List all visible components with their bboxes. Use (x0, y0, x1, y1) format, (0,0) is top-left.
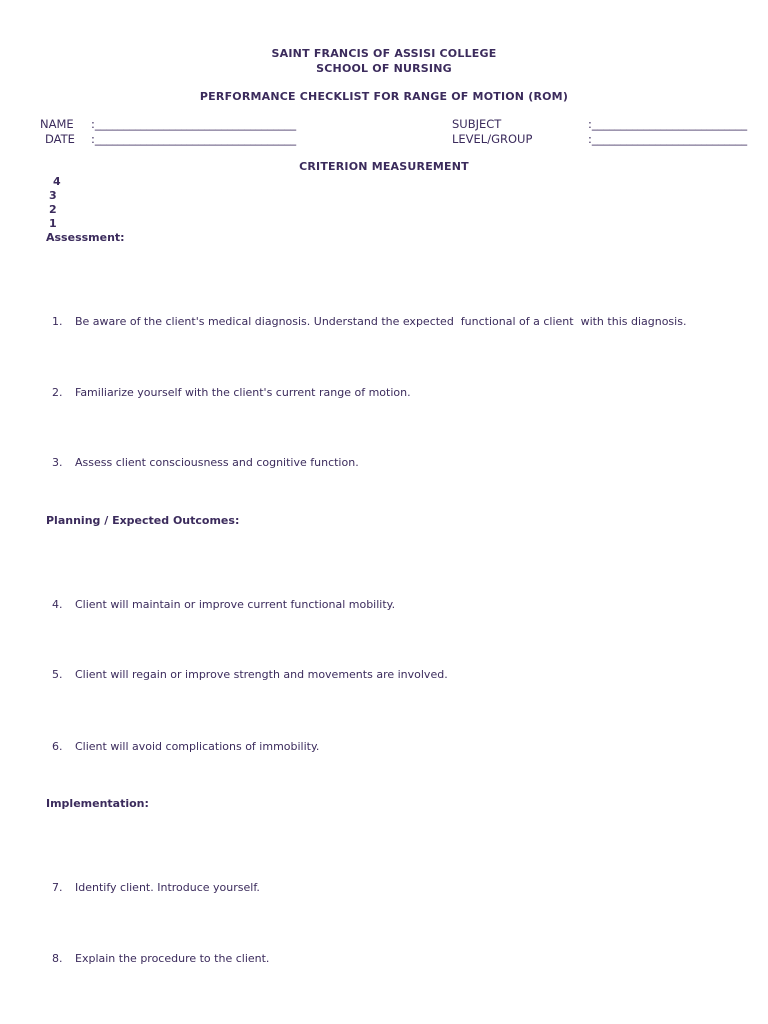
scale-1: 1 (49, 217, 57, 230)
list-item (45, 868, 260, 894)
list-item (45, 655, 448, 681)
item-text: Be aware of the client's medical diagnosis. Understand the expected functional of a client with this diagnosis. (75, 315, 687, 328)
item-text: Explain the procedure to the client. (75, 952, 270, 965)
item-text: Identify client. Introduce yourself. (75, 881, 260, 894)
checklist-title: PERFORMANCE CHECKLIST FOR RANGE OF MOTION (ROM) (199, 90, 569, 103)
criterion-heading: CRITERION MEASUREMENT (299, 160, 469, 173)
item-number: 5. (52, 668, 63, 681)
item-text: Familiarize yourself with the client's current range of motion. (75, 386, 411, 399)
level-group-field-line: :___________________________ (588, 132, 748, 146)
item-number: 6. (52, 740, 63, 753)
list-item (45, 443, 359, 469)
scale-2: 2 (49, 203, 57, 216)
level-group-label: LEVEL/GROUP (452, 132, 533, 146)
list-item (45, 727, 319, 753)
item-number: 3. (52, 456, 63, 469)
college-name: SAINT FRANCIS OF ASSISI COLLEGE (271, 47, 497, 60)
section-assessment: Assessment: (46, 231, 125, 244)
list-item (45, 585, 395, 611)
subject-field-line: :___________________________ (588, 117, 748, 131)
item-text: Assess client consciousness and cognitive function. (75, 456, 359, 469)
name-label: NAME (40, 117, 74, 131)
name-field-line: :___________________________________ (91, 117, 297, 131)
date-field-line: :___________________________________ (91, 132, 297, 146)
scale-3: 3 (49, 189, 57, 202)
item-number: 7. (52, 881, 63, 894)
section-implementation: Implementation: (46, 797, 149, 810)
list-item (45, 939, 269, 965)
list-item (45, 302, 686, 328)
item-text: Client will regain or improve strength and movements are involved. (75, 668, 448, 681)
section-planning: Planning / Expected Outcomes: (46, 514, 240, 527)
scale-4: 4 (53, 175, 61, 188)
item-number: 8. (52, 952, 63, 965)
list-item (45, 373, 411, 399)
subject-label: SUBJECT (452, 117, 502, 131)
item-number: 1. (52, 315, 63, 328)
item-number: 4. (52, 598, 63, 611)
item-number: 2. (52, 386, 63, 399)
date-label: DATE (45, 132, 75, 146)
item-text: Client will maintain or improve current functional mobility. (75, 598, 396, 611)
item-text: Client will avoid complications of immobility. (75, 740, 320, 753)
school-name: SCHOOL OF NURSING (316, 62, 452, 75)
